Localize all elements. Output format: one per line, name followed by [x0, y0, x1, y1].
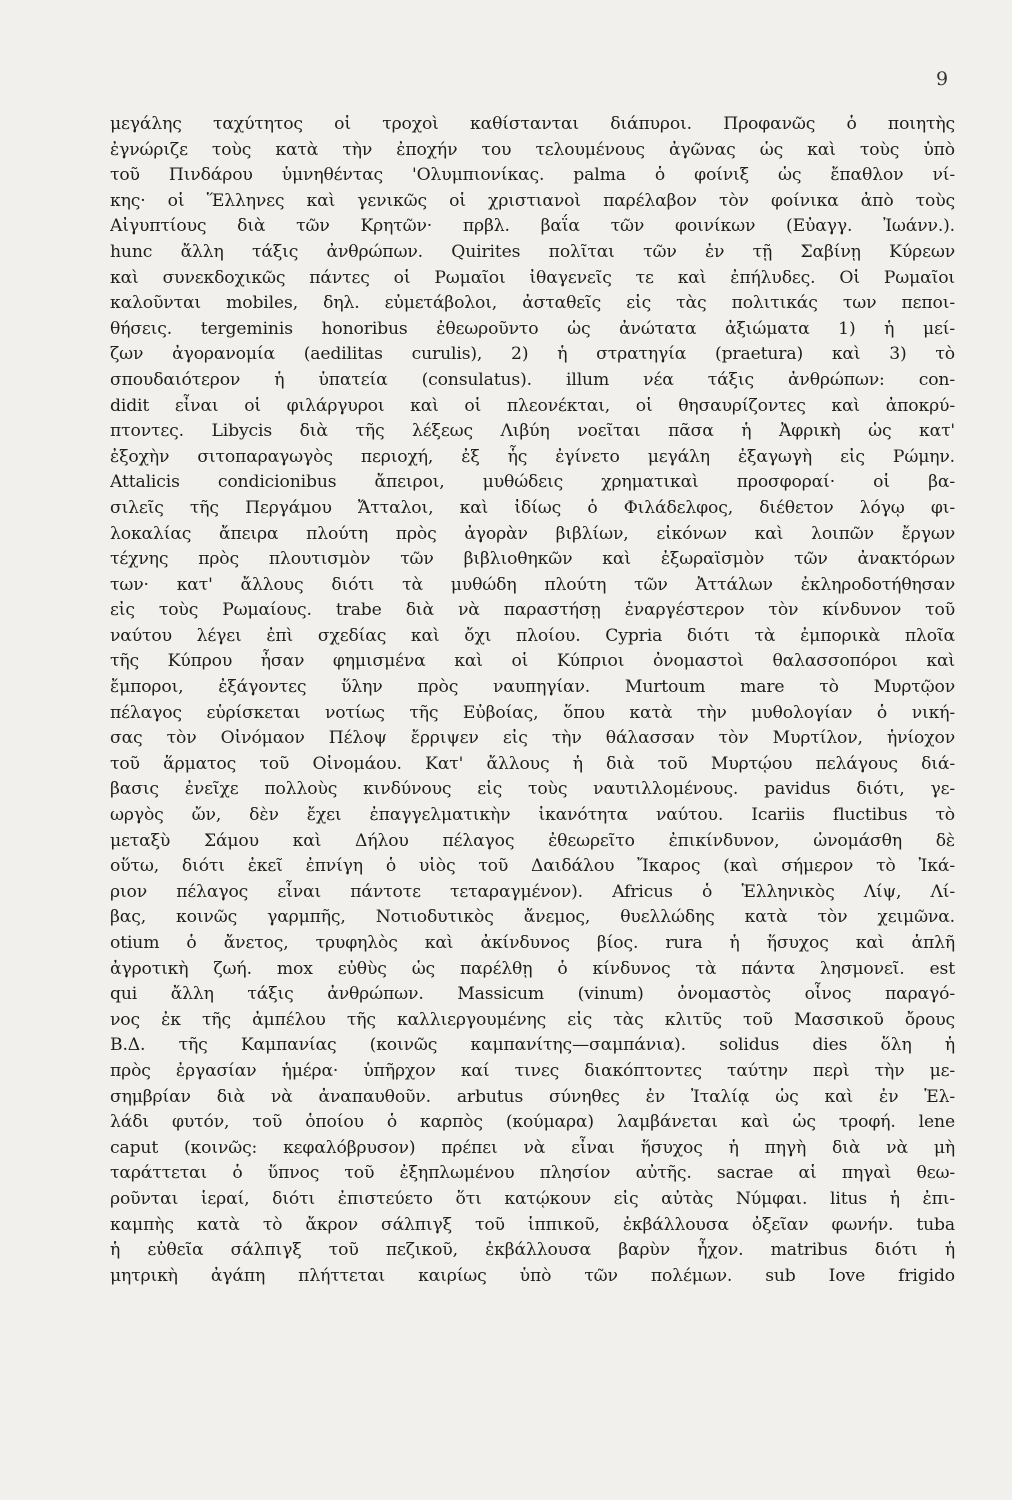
text-line: Attalicis condicionibus ἄπειροι, μυθώδεις χρηματικαὶ προσφοραί· οἱ βα- — [110, 472, 955, 493]
text-line: σπουδαιότερον ἡ ὑπατεία (consulatus). illum νέα τάξις ἀνθρώπων: con- — [110, 369, 955, 390]
text-line: βας, κοινῶς γαρμπῆς, Νοτιοδυτικὸς ἄνεμος, θυελλώδης κατὰ τὸν χειμῶνα. — [110, 907, 955, 928]
text-line: σιλεῖς τῆς Περγάμου Ἄτταλοι, καὶ ἰδίως ὁ Φιλάδελφος, διέθετον λόγῳ φι- — [110, 497, 955, 518]
text-line: μεταξὺ Σάμου καὶ Δήλου πέλαγος ἐθεωρεῖτο ἐπικίνδυνον, ὠνομάσθη δὲ — [110, 830, 955, 851]
text-line: τέχνης πρὸς πλουτισμὸν τῶν βιβλιοθηκῶν καὶ ἐξωραϊσμὸν τῶν ἀνακτόρων — [110, 549, 955, 570]
text-line: πρὸς ἐργασίαν ἡμέρα· ὑπῆρχον καί τινες διακόπτοντες ταύτην περὶ τὴν με- — [110, 1060, 955, 1081]
text-line: κης· οἱ Ἕλληνες καὶ γενικῶς οἱ χριστιανοὶ παρέλαβον τὸν φοίνικα ἀπὸ τοὺς — [110, 190, 955, 211]
text-line: ἐγνώριζε τοὺς κατὰ τὴν ἐποχήν του τελουμένους ἀγῶνας ὡς καὶ τοὺς ὑπὸ — [110, 139, 955, 160]
text-line: ωργὸς ὤν, δὲν ἔχει ἐπαγγελματικὴν ἱκανότητα ναύτου. Icariis fluctibus τὸ — [110, 805, 955, 826]
text-line: οὕτω, διότι ἐκεῖ ἐπνίγη ὁ υἱὸς τοῦ Δαιδάλου Ἴκαρος (καὶ σήμερον τὸ Ἰκά- — [110, 856, 955, 877]
text-line: hunc ἄλλη τάξις ἀνθρώπων. Quirites πολῖται τῶν ἐν τῇ Σαβίνῃ Κύρεων — [110, 241, 955, 262]
text-line: caput (κοινῶς: κεφαλόβρυσον) πρέπει νὰ εἶναι ἥσυχος ἡ πηγὴ διὰ νὰ μὴ — [110, 1137, 955, 1158]
text-line: σημβρίαν διὰ νὰ ἀναπαυθοῦν. arbutus σύνηθες ἐν Ἰταλίᾳ ὡς καὶ ἐν Ἑλ- — [110, 1086, 955, 1107]
text-line: λάδι φυτόν, τοῦ ὁποίου ὁ καρπὸς (κούμαρα) λαμβάνεται καὶ ὡς τροφή. lene — [110, 1112, 955, 1133]
text-line: μεγάλης ταχύτητος οἱ τροχοὶ καθίστανται διάπυροι. Προφανῶς ὁ ποιητὴς — [110, 114, 955, 134]
text-line: τῆς Κύπρου ἦσαν φημισμένα καὶ οἱ Κύπριοι ὀνομαστοὶ θαλασσοπόροι καὶ — [110, 651, 955, 672]
text-line: λοκαλίας ἄπειρα πλούτη πρὸς ἀγορὰν βιβλίων, εἰκόνων καὶ λοιπῶν ἔργων — [110, 523, 955, 544]
text-line: ζων ἀγορανομία (aedilitas curulis), 2) ἡ στρατηγία (praetura) καὶ 3) τὸ — [110, 344, 955, 365]
text-line: ταράττεται ὁ ὕπνος τοῦ ἐξηπλωμένου πλησίον αὐτῆς. sacrae αἱ πηγαὶ θεω- — [110, 1163, 955, 1184]
text-line: τοῦ ἅρματος τοῦ Οἰνομάου. Κατ' ἄλλους ἡ διὰ τοῦ Μυρτῴου πελάγους διά- — [110, 753, 955, 774]
text-line: ἐξοχὴν σιτοπαραγωγὸς περιοχή, ἐξ ἧς ἐγίνετο μεγάλη ἐξαγωγὴ εἰς Ρώμην. — [110, 446, 955, 467]
text-line: Αἰγυπτίους διὰ τῶν Κρητῶν· πρβλ. βαΐα τῶν φοινίκων (Εὐαγγ. Ἰωάνν.). — [110, 216, 955, 237]
text-line: qui ἄλλη τάξις ἀνθρώπων. Massicum (vinum) ὀνομαστὸς οἶνος παραγό- — [110, 984, 955, 1005]
text-line: ροῦνται ἱεραί, διότι ἐπιστεύετο ὅτι κατῴκουν εἰς αὐτὰς Νύμφαι. litus ἡ ἐπι- — [110, 1188, 955, 1209]
text-line: καὶ συνεκδοχικῶς πάντες οἱ Ρωμαῖοι ἰθαγενεῖς τε καὶ ἐπήλυδες. Οἱ Ρωμαῖοι — [110, 267, 955, 288]
text-line: πέλαγος εὑρίσκεται νοτίως τῆς Εὐβοίας, ὅπου κατὰ τὴν μυθολογίαν ὁ νική- — [110, 702, 955, 723]
commentary-text — [110, 112, 955, 1315]
text-line: Β.Δ. τῆς Καμπανίας (κοινῶς καμπανίτης—σαμπάνια). solidus dies ὅλη ἡ — [110, 1035, 955, 1056]
text-line: θήσεις. tergeminis honoribus ἐθεωροῦντο ὡς ἀνώτατα ἀξιώματα 1) ἡ μεί- — [110, 318, 955, 339]
text-line: τοῦ Πινδάρου ὑμνηθέντας 'Ολυμπιονίκας. palma ὁ φοίνιξ ὡς ἔπαθλον νί- — [110, 165, 955, 186]
text-line: καλοῦνται mobiles, δηλ. εὐμετάβολοι, ἀσταθεῖς εἰς τὰς πολιτικάς των πεποι- — [110, 293, 955, 314]
text-line: των· κατ' ἄλλους διότι τὰ μυθώδη πλούτη τῶν Ἀττάλων ἐκληροδοτήθησαν — [110, 574, 955, 595]
text-line: σας τὸν Οἰνόμαον Πέλοψ ἔρριψεν εἰς τὴν θάλασσαν τὸν Μυρτίλον, ἡνίοχον — [110, 728, 955, 749]
text-line: καμπὴς κατὰ τὸ ἄκρον σάλπιγξ τοῦ ἱππικοῦ, ἐκβάλλουσα ὀξεῖαν φωνήν. tuba — [110, 1214, 955, 1235]
text-line: ναύτου λέγει ἐπὶ σχεδίας καὶ ὄχι πλοίου. Cypria διότι τὰ ἐμπορικὰ πλοῖα — [110, 625, 955, 646]
text-line: ἀγροτικὴ ζωή. mox εὐθὺς ὡς παρέλθῃ ὁ κίνδυνος τὰ πάντα λησμονεῖ. est — [110, 958, 955, 979]
text-line: ριον πέλαγος εἶναι πάντοτε τεταραγμένον). Africus ὁ Ἑλληνικὸς Λίψ, Λί- — [110, 881, 955, 902]
text-line: didit εἶναι οἱ φιλάργυροι καὶ οἱ πλεονέκται, οἱ θησαυρίζοντες καὶ ἀποκρύ- — [110, 395, 955, 416]
text-line: otium ὁ ἄνετος, τρυφηλὸς καὶ ἀκίνδυνος βίος. rura ἡ ἥσυχος καὶ ἁπλῆ — [110, 933, 955, 953]
text-line: μητρικὴ ἀγάπη πλήττεται καιρίως ὑπὸ τῶν πολέμων. sub Iove frigido — [110, 1265, 955, 1286]
text-line: ἡ εὐθεῖα σάλπιγξ τοῦ πεζικοῦ, ἐκβάλλουσα βαρὺν ἦχον. matribus διότι ἡ — [110, 1240, 955, 1261]
text-line: νος ἐκ τῆς ἀμπέλου τῆς καλλιεργουμένης εἰς τὰς κλιτῦς τοῦ Μασσικοῦ ὄρους — [110, 1009, 955, 1030]
text-line: πτοντες. Libycis διὰ τῆς λέξεως Λιβύη νοεῖται πᾶσα ἡ Ἀφρικὴ ὡς κατ' — [110, 421, 955, 442]
text-line: εἰς τοὺς Ρωμαίους. trabe διὰ νὰ παραστήσῃ ἐναργέστερον τὸν κίνδυνον τοῦ — [110, 600, 955, 621]
text-line — [110, 1289, 955, 1315]
page-number: 9 — [936, 68, 949, 90]
text-line: βασις ἐνεῖχε πολλοὺς κινδύνους εἰς τοὺς ναυτιλλομένους. pavidus διότι, γε- — [110, 779, 955, 800]
text-line: ἔμποροι, ἐξάγοντες ὕλην πρὸς ναυπηγίαν. Murtoum mare τὸ Μυρτῷον — [110, 677, 955, 698]
